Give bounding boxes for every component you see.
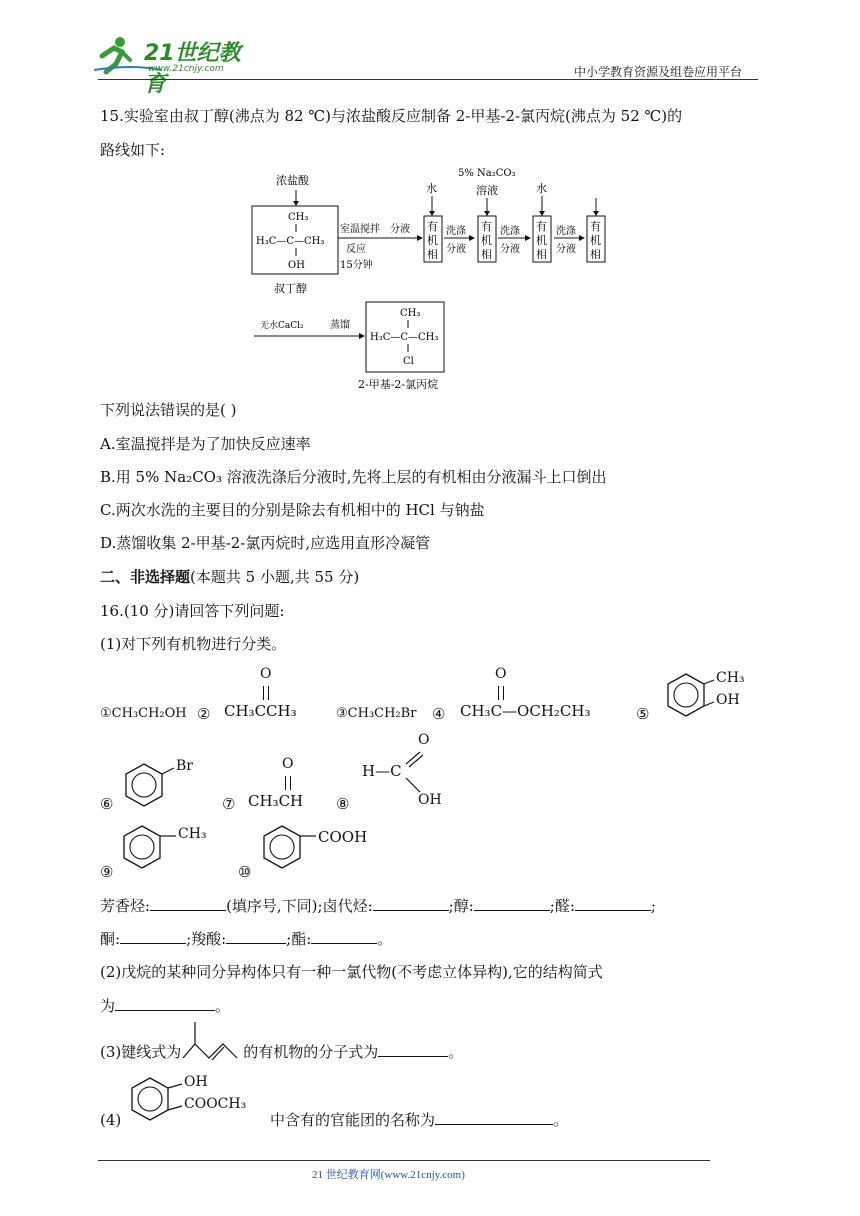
p3-label: (3)键线式为 xyxy=(100,1043,182,1061)
flow-fenye-3: 分液 xyxy=(500,244,520,255)
flow-org1-b: 机 xyxy=(427,234,438,247)
q16-part4-num: (4) xyxy=(100,1111,122,1129)
blank-molecular-formula[interactable] xyxy=(378,1042,448,1057)
flow-wash-1: 洗涤 xyxy=(446,226,466,237)
compound-3 xyxy=(336,704,416,724)
flow-org2-a: 有 xyxy=(481,220,492,233)
flow-p-ch3: CH₃ xyxy=(400,308,421,319)
fill-halide-label: (填序号,下同);卤代烃: xyxy=(226,897,373,915)
fill-end: 。 xyxy=(377,930,393,948)
blank-pentane[interactable] xyxy=(115,996,215,1011)
p3-end: 。 xyxy=(448,1043,464,1061)
flow-water-1: 水 xyxy=(426,182,437,195)
compound-4 xyxy=(460,666,610,726)
ms-cooch3: COOCH₃ xyxy=(184,1096,247,1112)
num-8: ⑧ xyxy=(336,795,350,813)
c2-double-bond xyxy=(263,686,269,700)
c4-double-bond xyxy=(498,686,504,700)
q15-option-b: B.用 5% Na₂CO₃ 溶液洗涤后分液时,先将上层的有机相由分液漏斗上口倒出 xyxy=(100,468,607,486)
flow-oh: OH xyxy=(288,260,305,271)
blank-acid[interactable] xyxy=(226,929,286,944)
q16-part4-text xyxy=(270,1110,568,1130)
fill-aromatic-label: 芳香烃: xyxy=(100,897,151,915)
c9-ch3: CH₃ xyxy=(178,826,207,842)
flow-org2-c: 相 xyxy=(481,248,492,261)
flow-step1-mid: 反应 xyxy=(346,244,366,255)
benzene-ring-icon xyxy=(118,820,178,880)
c7-double-bond xyxy=(285,776,291,790)
compound-6 xyxy=(120,758,210,818)
flow-fenye-1: 分液 xyxy=(390,224,410,235)
blank-ketone[interactable] xyxy=(120,929,186,944)
blank-ester[interactable] xyxy=(311,929,377,944)
q15-question: 下列说法错误的是( ) xyxy=(100,401,237,419)
flow-ch3: CH₃ xyxy=(288,212,309,223)
c6-br: Br xyxy=(176,758,193,774)
c2-formula: CH₃CCH₃ xyxy=(224,702,297,720)
flow-fenye-4: 分液 xyxy=(556,244,576,255)
p4-text: 中含有的官能团的名称为 xyxy=(270,1111,436,1129)
fill-sep: ; xyxy=(650,897,656,915)
flow-org3-b: 机 xyxy=(536,234,547,247)
compound-5 xyxy=(660,668,760,728)
benzene-ring-icon xyxy=(258,820,318,880)
footer-divider xyxy=(98,1160,710,1161)
fill-line-2 xyxy=(100,929,392,949)
flow-wash-3: 洗涤 xyxy=(556,226,576,237)
skeletal-formula xyxy=(181,1042,243,1062)
fill-acid-label: ;羧酸: xyxy=(186,930,227,948)
c7-o: O xyxy=(282,756,294,772)
compound-2 xyxy=(224,666,314,726)
c8-oh: OH xyxy=(418,792,442,808)
fill-ketone-label: 酮: xyxy=(100,930,121,948)
formula-1: CH₃CH₂OH xyxy=(111,706,187,721)
q16-stem: 16.(10 分)请回答下列问题: xyxy=(100,602,285,620)
section2-title: 二、非选择题 xyxy=(100,568,191,586)
num-9: ⑨ xyxy=(100,863,114,881)
num-1: ① xyxy=(100,706,112,721)
header-logo xyxy=(92,34,262,97)
flow-na2co3-top: 5% Na₂CO₃ xyxy=(458,168,516,179)
flow-water-2: 水 xyxy=(536,182,547,195)
c8-o: O xyxy=(418,732,430,748)
q16-part3 xyxy=(100,1042,463,1062)
section2-note: (本题共 5 小题,共 55 分) xyxy=(190,568,360,586)
formula-3: CH₃CH₂Br xyxy=(347,706,417,721)
flow-p-cl: Cl xyxy=(403,356,414,367)
q16-part2-line1: (2)戊烷的某种同分异构体只有一种一氯代物(不考虑立体异构),它的结构简式 xyxy=(100,963,603,981)
flow-fenye-2: 分液 xyxy=(446,244,466,255)
q15-stem-line1: 15.实验室由叔丁醇(沸点为 82 ℃)与浓盐酸反应制备 2-甲基-2-氯丙烷(沸点为 52 ℃)的 xyxy=(100,107,683,125)
q15-option-c: C.两次水洗的主要目的分别是除去有机相中的 HCl 与钠盐 xyxy=(100,501,485,519)
p2-wei: 为 xyxy=(100,997,116,1015)
flow-h3c-c-ch3: H₃C—C—CH₃ xyxy=(256,236,325,247)
flow-org4-c: 相 xyxy=(590,248,601,261)
p2-end: 。 xyxy=(215,997,231,1015)
flow-p-h3c-c-ch3: H₃C—C—CH₃ xyxy=(370,332,439,343)
benzene-ring-icon xyxy=(660,668,720,728)
p3-text: 的有机物的分子式为 xyxy=(243,1043,379,1061)
q15-option-d: D.蒸馏收集 2-甲基-2-氯丙烷时,应选用直形冷凝管 xyxy=(100,534,431,552)
logo-url: www.21cnjy.com xyxy=(148,64,224,74)
fill-line-1 xyxy=(100,896,656,916)
blank-functional-groups[interactable] xyxy=(435,1110,553,1125)
flow-org3-c: 相 xyxy=(536,248,547,261)
flow-tbutanol: 叔丁醇 xyxy=(274,282,307,295)
flow-product-name: 2-甲基-2-氯丙烷 xyxy=(358,378,439,391)
flow-org4-b: 机 xyxy=(590,234,601,247)
header-divider xyxy=(98,79,758,80)
c8-hc: H—C xyxy=(362,762,402,780)
skeletal-formula-icon xyxy=(181,1018,243,1062)
num-2: ② xyxy=(197,705,211,723)
flow-org1-a: 有 xyxy=(427,220,438,233)
compound-methyl-salicylate xyxy=(126,1072,266,1136)
benzene-ring-icon xyxy=(126,1072,186,1132)
q15-flow-diagram xyxy=(240,164,620,396)
flow-distill: 蒸馏 xyxy=(330,320,350,331)
benzene-ring-icon xyxy=(120,758,180,818)
compound-8 xyxy=(362,732,462,812)
fill-ester-label: ;酯: xyxy=(286,930,312,948)
c2-o: O xyxy=(260,666,272,682)
num-3: ③ xyxy=(336,706,348,721)
blank-halide[interactable] xyxy=(373,896,449,911)
compound-10 xyxy=(258,820,388,880)
flow-org4-a: 有 xyxy=(590,220,601,233)
flow-step1-top: 室温搅拌 xyxy=(340,224,380,235)
flow-org3-a: 有 xyxy=(536,220,547,233)
c4-formula: CH₃C—OCH₂CH₃ xyxy=(460,702,591,720)
q15-stem-line2: 路线如下: xyxy=(100,141,166,159)
num-7: ⑦ xyxy=(222,795,236,813)
c5-ch3: CH₃ xyxy=(716,670,745,686)
p4-end: 。 xyxy=(553,1111,569,1129)
flow-cacl2: 无水CaCl₂ xyxy=(260,321,304,331)
compound-1 xyxy=(100,704,187,724)
ms-oh: OH xyxy=(184,1074,208,1090)
compound-9 xyxy=(118,820,228,880)
fill-aldehyde-label: ;醛: xyxy=(549,897,575,915)
fill-alcohol-label: ;醇: xyxy=(448,897,474,915)
q16-part1: (1)对下列有机物进行分类。 xyxy=(100,635,287,653)
c5-oh: OH xyxy=(716,692,740,708)
c4-o: O xyxy=(495,666,507,682)
num-4: ④ xyxy=(432,705,446,723)
num-10: ⑩ xyxy=(238,863,252,881)
logo-text: 21世纪教育 xyxy=(144,41,241,97)
flow-step1-bot: 15分钟 xyxy=(340,260,373,271)
flow-na2co3-bot: 溶液 xyxy=(476,184,498,197)
num-6: ⑥ xyxy=(100,795,114,813)
flow-wash-2: 洗涤 xyxy=(500,226,520,237)
flow-org2-b: 机 xyxy=(481,234,492,247)
q15-option-a: A.室温搅拌是为了加快反应速率 xyxy=(100,435,311,453)
blank-alcohol[interactable] xyxy=(474,896,550,911)
footer-text[interactable]: 21 世纪教育网(www.21cnjy.com) xyxy=(312,1169,465,1181)
flow-org1-c: 相 xyxy=(427,248,438,261)
section2-heading xyxy=(100,567,359,587)
c7-formula: CH₃CH xyxy=(248,792,304,810)
blank-aldehyde[interactable] xyxy=(575,896,651,911)
compound-7 xyxy=(248,756,328,816)
flow-conc-hcl: 浓盐酸 xyxy=(276,174,309,187)
blank-aromatic[interactable] xyxy=(150,896,226,911)
header-platform: 中小学教育资源及组卷应用平台 xyxy=(574,65,743,79)
q16-part2-line2 xyxy=(100,996,230,1016)
c10-cooh: COOH xyxy=(318,828,368,846)
num-5: ⑤ xyxy=(636,705,650,723)
